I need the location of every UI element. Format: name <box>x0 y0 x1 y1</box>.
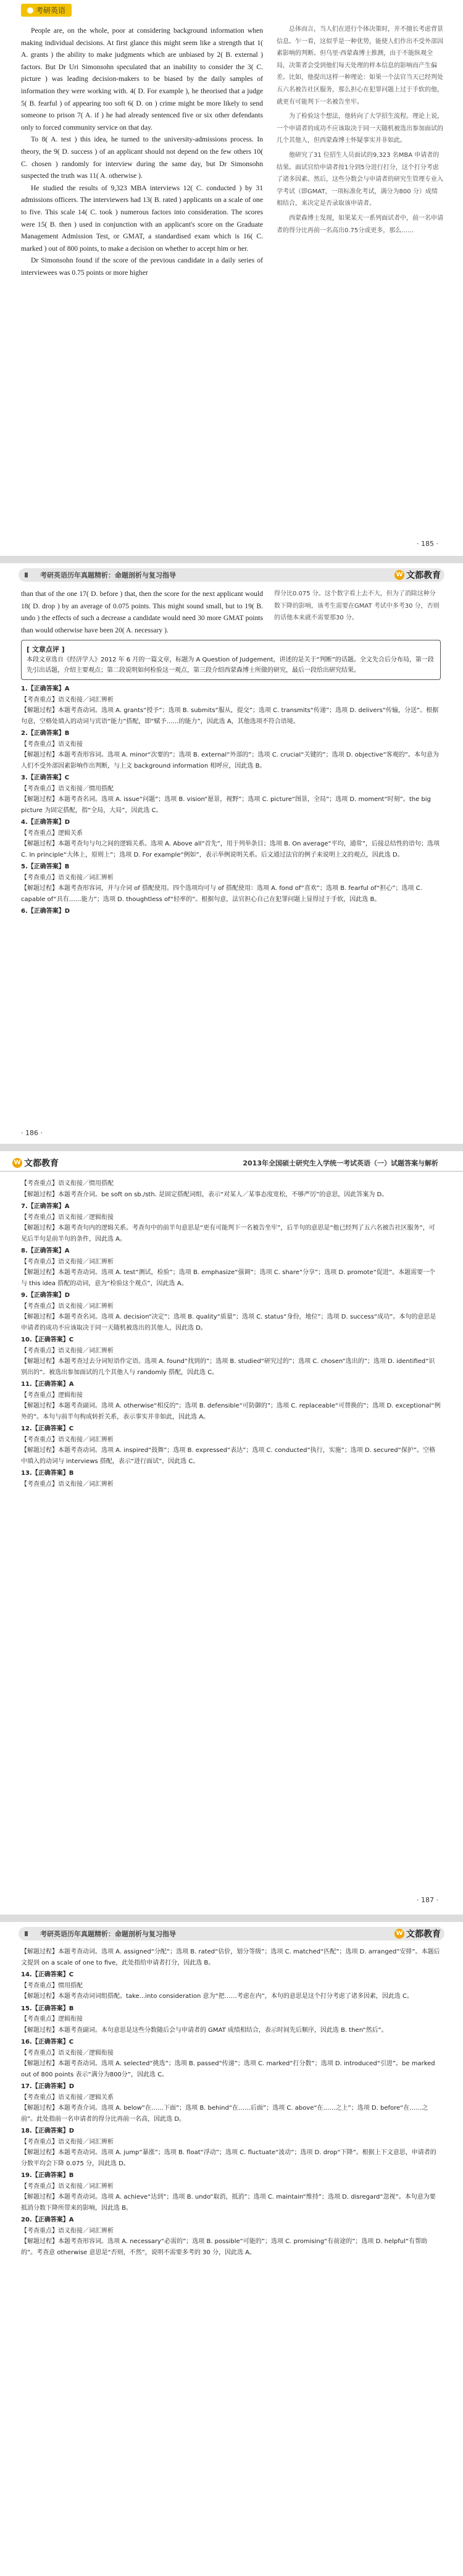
article-comment-title: [ 文章点评 ] <box>27 645 65 654</box>
logo-icon: W <box>12 1158 22 1168</box>
answer-list <box>21 684 441 917</box>
explanation-text: 【考查重点】语义衔接／逻辑关系 <box>21 2094 114 2101</box>
explanation-text: 【解题过程】本题考查动词词组搭配。take...into consideration 意为“把……考虑在内”，本句的意思是这个打分考虑了诸多因素，因此选 C。 <box>21 1993 414 2000</box>
chevron-icon <box>25 1931 35 1936</box>
answer-list <box>21 1178 441 1490</box>
explanation-text: 【解题过程】本题考查动词。选项 A. selected“挑选”；选项 B. passed“传递”；选项 C. marked“打分数”；选项 D. introduced“引进”。be marked out of 800 points 表示“满分为800分”，因此选 C。 <box>21 2060 435 2078</box>
answer-list <box>21 1947 441 2258</box>
explanation-text: 【解题过程】本题考查形容词。选项 A. minor“次要的”；选项 B. external“外部的”；选项 C. crucial“关键的”；选项 D. objective“客观的”。本句意为人们不受外部因素影响作出判断，与上文 background information 相呼应，因此选 B。 <box>21 752 439 770</box>
explanation-text: 【考查重点】语义衔接／词汇辨析 <box>21 1303 114 1310</box>
answer-key: 6.【正确答案】D <box>21 908 70 915</box>
explanation-text: 【解题过程】本题考查动词。选项 A. inspired“鼓舞”；选项 B. expressed“表达”；选项 C. conducted“执行，实施”；选项 D. secured“保护”。空格中填入的动词与 interviews 搭配，表示“进行面试”，因此选 C。 <box>21 1447 435 1465</box>
answer-key: 16.【正确答案】C <box>21 2039 74 2045</box>
explanation-text: 【考查重点】语义衔接／词汇辨析 <box>21 874 114 881</box>
page-185 <box>0 0 463 556</box>
page-186 <box>0 563 463 1144</box>
answer-key: 14.【正确答案】C <box>21 1971 74 1978</box>
translation-continuation: 得分比0.075 分。这个数字看上去不大，但为了消除这种分数下降的影响，该考生需要在GMAT 考试中多考30 分，否则的话他本来就不需要那30 分。 <box>274 590 440 622</box>
zh-paragraph-4: 西蒙森博士发现，如果某天一系列面试者中，前一名申请者的得分比再前一名高出0.75分或更多，那么…… <box>277 214 443 234</box>
explanation-text: 【考查重点】语义衔接／词汇辨析 <box>21 1480 114 1488</box>
explanation-text: 【考查重点】语义衔接／词汇辨析 <box>21 2227 114 2234</box>
explanation-text: 【考查重点】语义衔接／词汇辨析 <box>21 696 114 703</box>
answer-key: 11.【正确答案】A <box>21 1381 74 1388</box>
explanation-text: 【解题过程】本题考查句与句之间的逻辑关系。选项 A. Above all“首先”，用于列举条目；选项 B. On average“平均，通常”，后接总结性的语句；选项 C. In principle“大体上，原则上”；选项 D. For example“例如”，表示举例说明关系。后文通过法官的例子来说明上文的观点，因此选 D。 <box>21 841 440 858</box>
explanation-text: 【解题过程】本题考查副词。本句意思是这些分数随后会与申请者的 GMAT 成绩相结合，表示时间先后顺序，因此选 B. then“然后”。 <box>21 2026 388 2034</box>
explanation-text: 【解题过程】本题考查副词。选项 A. otherwise“相反的”；选项 B. defensible“可防御的”；选项 C. replaceable“可替换的”；选项 D. exceptional“例外的”。本句与前半句构成转折关系，表示事实并非如此，因此选 A。 <box>21 1403 441 1420</box>
section-tag: 考研英语 <box>21 4 72 17</box>
explanation-text: 【解题过程】本题考查形容词，并与介词 of 搭配使用。四个选项均可与 of 搭配使用：选项 A. fond of“喜欢”；选项 B. fearful of“担心”；选项 C. capable of“具有……能力”；选项 D. thoughtless of“轻率的”。根据句意，法官担心自己在犯罪问题上显得过于手软，因此选 B。 <box>21 885 422 903</box>
explanation-text: 【解题过程】本题考查名词。选项 A. issue“问题”；选项 B. vision“愿景，视野”；选项 C. picture“图景，全局”；选项 D. moment“时刻”。the big picture 为固定搭配，指“全局，大局”，因此选 C。 <box>21 796 431 814</box>
answer-key: 3.【正确答案】C <box>21 774 70 782</box>
answer-key: 2.【正确答案】B <box>21 730 70 737</box>
passage-continuation: than that of the one 17( D. before ) that, then the score for the next applicant would 18( D. drop ) by an average of 0.075 points. This might sound small, but to 19( B. undo ) the effects of such a decrease a candidate would need 30 more GMAT points than would otherwise have been 20( A. necessary ). <box>21 590 263 634</box>
explanation-text: 【考查重点】语义衔接／惯用搭配 <box>21 785 114 792</box>
running-header: 考研英语历年真题精析：命题剖析与复习指导 W 文都教育 <box>19 568 444 582</box>
zh-paragraph-1: 总体而言，当人们在进行个体决策时，并不擅长考虑背景信息。乍一看，这似乎是一种优势，能使人们作出不受外部因素影响的判断。但乌里·西蒙森博士推测，由于不能纵观全局，决策者会受到他们每天处理的样本信息的影响而产生偏差。比如，他提出这样一种理论：如果一个法官当天已经判处五六名被告社区服务，那么担心在犯罪问题上过于手软的他，就更有可能判下一名被告坐牢。 <box>277 26 443 106</box>
explanation-text: 【解题过程】本题考查动词。选项 A. jump“暴涨”；选项 B. float“浮动”；选项 C. fluctuate“波动”；选项 D. drop“下降”。根据上下文意思，申请者的分数平均会下降 0.075 分，因此选 D。 <box>21 2149 436 2167</box>
answer-key: 8.【正确答案】A <box>21 1248 70 1254</box>
explanation-text: 【解题过程】本题考查过去分词短语作定语。选项 A. found“找到的”；选项 B. studied“研究过的”；选项 C. chosen“选出的”；选项 D. identified“识别出的”。被选出参加面试的几个其他人与 randomly 搭配，因此选 C。 <box>21 1358 435 1376</box>
explanation-text: 【考查重点】语义衔接／词汇辨析 <box>21 2138 114 2146</box>
explanation-text: 【考查重点】语义衔接／逻辑衔接 <box>21 2049 114 2057</box>
answer-key: 7.【正确答案】A <box>21 1203 70 1210</box>
explanation-text: 【考查重点】逻辑关系 <box>21 829 83 837</box>
chinese-translation <box>277 23 443 239</box>
explanation-text: 【解题过程】本题考查动词。选项 A. test“测试，检验”；选项 B. emphasize“强调”；选项 C. share“分享”；选项 D. promote“促进”。本题需要一个与 this idea 搭配的动词，意为“检验这个观点”，因此选 A。 <box>21 1269 436 1287</box>
answer-key: 17.【正确答案】D <box>21 2083 75 2090</box>
explanation-text: 【解题过程】本题考查动词。选项 A. assigned“分配”；选项 B. rated“估价，划分等级”；选项 C. matched“匹配”；选项 D. arranged“安排”。本题后文提到 on a scale of one to five，此处指给申请者打分，因此选 B。 <box>21 1949 440 1966</box>
answer-key: 4.【正确答案】D <box>21 819 70 826</box>
page-187 <box>0 1151 463 1915</box>
en-paragraph-4: Dr Simonsohn found if the score of the previous candidate in a daily series of interviewees was 0.75 points or more higher <box>21 256 263 277</box>
answer-key: 12.【正确答案】C <box>21 1425 74 1432</box>
page-number: · 185 · <box>417 540 438 548</box>
en-paragraph-1: People are, on the whole, poor at considering background information when making individual decisions. At first glance this might seem like a strength that 1( A. grants ) the ability to make judgments which are unbiased by 2( B. external ) factors. But Dr Uri Simonsohn speculated that an inability to consider the 3( C. picture ) was leading decision-makers to be biased by the daily samples of information they were working with. 4( D. For example ), he theorised that a judge 5( B. fearful ) of appearing too soft 6( D. on ) crime might be more likely to send someone to prison 7( A. if ) he had already sentenced five or six other defendants only to forced community service on that day. <box>21 27 263 132</box>
chevron-icon <box>25 573 35 577</box>
article-comment-box <box>21 640 441 680</box>
running-header: W 文都教育 2013年全国硕士研究生入学统一考试英语（一）试题答案与解析 <box>0 1155 463 1172</box>
explanation-text: 【解题过程】本题考查介词。be soft on sb./sth. 是固定搭配词组，表示“对某人／某事态度宽松，不够严厉”的意思，因此答案为 D。 <box>21 1191 388 1198</box>
explanation-text: 【考查重点】语义衔接／词汇辨析 <box>21 1436 114 1443</box>
explanation-text: 【解题过程】本题考查动词。选项 A. grants“授予”；选项 B. submits“服从，提交”；选项 C. transmits“传递”；选项 D. delivers“传输，分送”。根据句意，空格处填入的动词与宾语“能力”搭配，即“赋予……的能力”，因此选 A，其他选项不符合语境。 <box>21 707 439 725</box>
page-number: · 187 · <box>417 1896 438 1904</box>
publisher-logo: W 文都教育 <box>394 569 441 581</box>
explanation-text: 【考查重点】语义衔接／词汇辨析 <box>21 2183 114 2190</box>
explanation-text: 【考查重点】语义衔接／惯用搭配 <box>21 1180 114 1187</box>
publisher-logo: W 文都教育 <box>394 1928 441 1940</box>
zh-paragraph-2: 为了检验这个想法，他转向了大学招生流程。理论上说，一个申请者的成功不应该取决于同一天随机被选出参加面试的几个其他人，但西蒙森博士怀疑事实并非如此。 <box>277 113 443 145</box>
running-header: 考研英语历年真题精析：命题剖析与复习指导 W 文都教育 <box>19 1927 444 1940</box>
article-comment-text: 本段文章选自《经济学人》2012 年 6 月的一篇文章，标题为 A Question of Judgement，讲述的是关于“判断”的话题。全文先合后分布局，第一段先引出话题，介绍主要观点；第二段说明如何检验这一观点，第三段介绍西蒙森博士所做的研究，最后一段给出研究结果。 <box>27 657 434 674</box>
english-passage <box>21 25 263 279</box>
en-paragraph-2: To 8( A. test ) this idea, he turned to the university-admissions process. In theory, the 9( D. success ) of an applicant should not depend on the few others 10( C. chosen ) randomly for interview during the same day, but Dr Simonsohn suspected the truth was 11( A. otherwise ). <box>21 135 263 180</box>
zh-paragraph-3: 他研究了31 位招生人员面试的9,323 名MBA 申请者的结果。面试官给申请者按1分到5分进行打分，这个打分考虑了诸多因素。然后，这些分数会与申请者的研究生管理专业入学考试（即GMAT，一项标准化考试，满分为800 分）成绩相结合，来决定是否录取该申请者。 <box>277 151 443 208</box>
explanation-text: 【考查重点】逻辑衔接 <box>21 1391 83 1399</box>
answer-key: 19.【正确答案】B <box>21 2172 74 2179</box>
publisher-logo: W 文都教育 <box>12 1157 59 1169</box>
explanation-text: 【解题过程】本题考查名词。选项 A. decision“决定”；选项 B. quality“质量”；选项 C. status“身份，地位”；选项 D. success“成功”。本句的意思是申请者的成功不应该取决于同一天随机被选出的其他人，因此选 D。 <box>21 1314 436 1332</box>
explanation-text: 【考查重点】惯用搭配 <box>21 1982 83 1989</box>
logo-icon: W <box>394 570 404 580</box>
answers-section <box>21 588 441 917</box>
logo-icon: W <box>394 1929 404 1939</box>
explanation-text: 【考查重点】语义衔接／词汇辨析 <box>21 1347 114 1354</box>
answer-key: 9.【正确答案】D <box>21 1292 70 1299</box>
page-188 <box>0 1922 463 2576</box>
en-paragraph-3: He studied the results of 9,323 MBA interviews 12( C. conducted ) by 31 admissions officers. The interviewers had 13( B. rated ) applicants on a scale of one to five. This scale 14( C. took ) numerous factors into consideration. The scores were 15( B. then ) used in conjunction with an applicant's score on the Graduate Management Admission Test, or GMAT, a standardised exam which is 16( C. marked ) out of 800 points, to make a decision on whether to accept him or her. <box>21 183 263 253</box>
explanation-text: 【解题过程】本题考查介词。选项 A. below“在……下面”；选项 B. behind“在……后面”；选项 C. above“在……之上”；选项 D. before“在……之前”。此处指前一名申请者的得分比再前一名高，因此选 D。 <box>21 2105 428 2123</box>
answer-key: 15.【正确答案】B <box>21 2005 74 2012</box>
answer-key: 1.【正确答案】A <box>21 686 70 693</box>
explanation-text: 【考查重点】语义衔接／词汇辨析 <box>21 1258 114 1265</box>
explanation-text: 【考查重点】语义衔接 <box>21 740 83 748</box>
explanation-text: 【解题过程】本题考查动词。选项 A. achieve“达到”；选项 B. undo“取消，抵消”；选项 C. maintain“维持”；选项 D. disregard“忽视”。本句意为要抵消分数下降所带来的影响，因此选 B。 <box>21 2194 436 2212</box>
answer-key: 13.【正确答案】B <box>21 1470 74 1477</box>
explanation-text: 【解题过程】本题考查句内的逻辑关系。考查句中的前半句意思是“更有可能判下一名被告坐牢”，后半句的意思是“他已经判了五六名被告社区服务”，可见后半句是前半句的条件，因此选 A。 <box>21 1225 435 1243</box>
explanation-text: 【考查重点】语义衔接／逻辑衔接 <box>21 1214 114 1221</box>
page-number: · 186 · <box>21 1129 43 1137</box>
explanation-text: 【考查重点】逻辑衔接 <box>21 2016 83 2023</box>
answer-key: 20.【正确答案】A <box>21 2217 74 2223</box>
answer-key: 5.【正确答案】B <box>21 863 70 871</box>
answer-key: 18.【正确答案】D <box>21 2128 75 2134</box>
answer-key: 10.【正确答案】C <box>21 1336 74 1343</box>
explanation-text: 【解题过程】本题考查形容词。选项 A. necessary“必需的”；选项 B. possible“可能的”；选项 C. promising“有前途的”；选项 D. helpful“有帮助的”。考查意 otherwise 意思是“否则，不然”，说明不需要多考的 30 分，因此选 A。 <box>21 2238 428 2256</box>
